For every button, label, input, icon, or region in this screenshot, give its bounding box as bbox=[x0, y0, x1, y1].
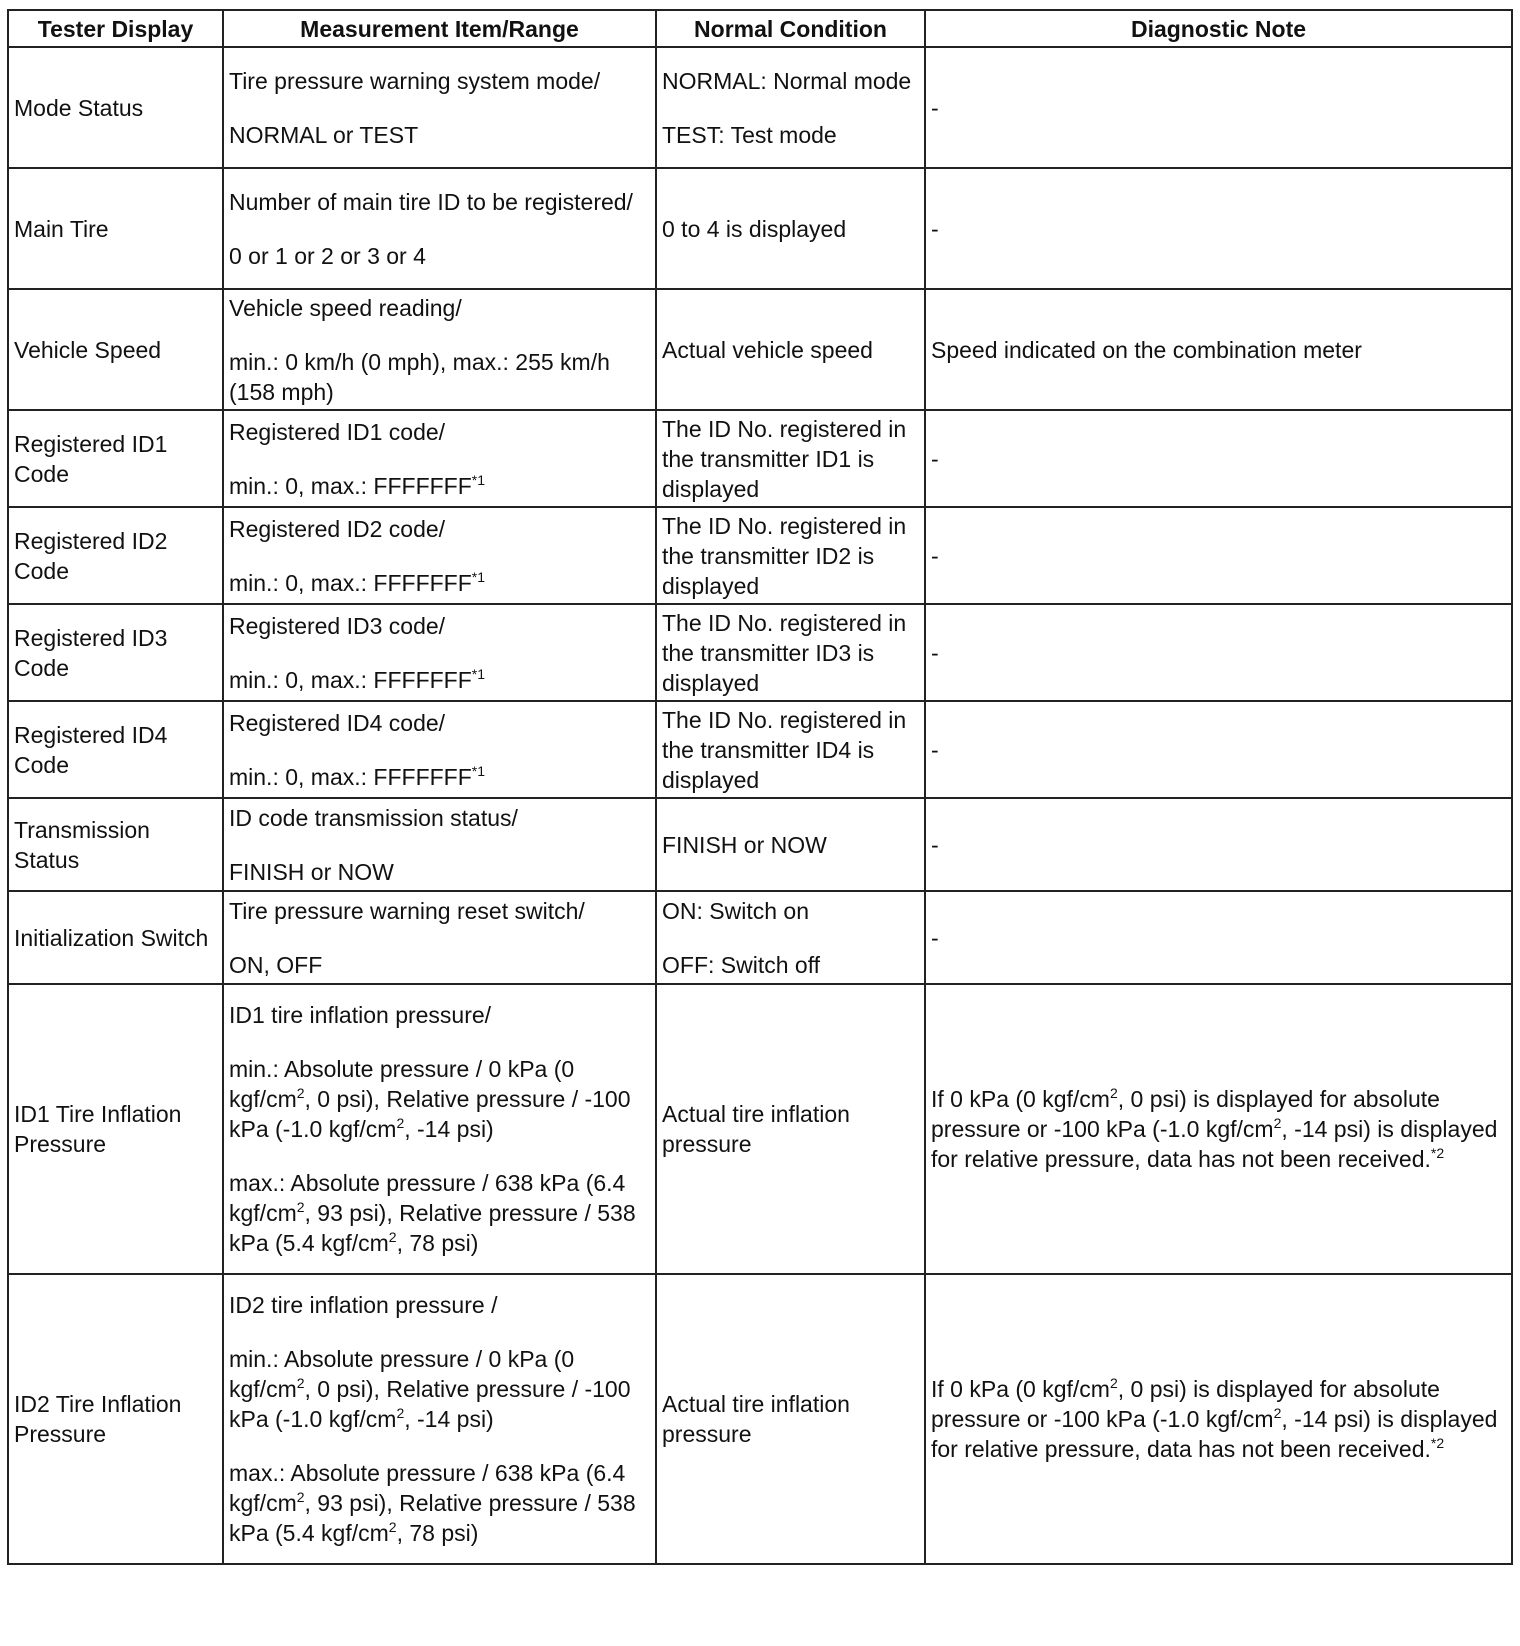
table-row bbox=[8, 47, 1512, 168]
range-text: Registered ID1 code/ bbox=[229, 418, 446, 445]
range-min-text bbox=[229, 1054, 650, 1144]
cell-normal-condition bbox=[656, 891, 925, 984]
cell-tester-display: ID1 Tire Inflation Pressure bbox=[8, 984, 223, 1274]
footnote-mark: *1 bbox=[471, 762, 486, 779]
table-row bbox=[8, 701, 1512, 798]
range-value: min.: 0, max.: FFFFFFF bbox=[229, 763, 472, 790]
table-row bbox=[8, 507, 1512, 604]
cell-diagnostic-note: - bbox=[925, 891, 1512, 984]
normal-text: TEST: Test mode bbox=[662, 121, 837, 148]
range-max-text bbox=[229, 1458, 650, 1548]
range-text bbox=[229, 471, 650, 501]
cell-tester-display: Registered ID4 Code bbox=[8, 701, 223, 798]
range-text: NORMAL or TEST bbox=[229, 121, 419, 148]
cell-normal-condition: Actual tire inflation pressure bbox=[656, 984, 925, 1274]
cell-diagnostic-note: - bbox=[925, 410, 1512, 507]
cell-measurement-range bbox=[223, 47, 656, 168]
normal-text: ON: Switch on bbox=[662, 897, 809, 924]
diagnostic-data-table bbox=[7, 9, 1513, 1565]
range-max-text bbox=[229, 1168, 650, 1258]
text-segment: , 0 psi) is displayed for absolute pressure or -100 kPa (-1.0 kgf/cm bbox=[931, 1376, 1440, 1432]
cell-diagnostic-note bbox=[925, 1274, 1512, 1564]
text-segment: , -14 psi) bbox=[404, 1116, 494, 1142]
cell-tester-display: ID2 Tire Inflation Pressure bbox=[8, 1274, 223, 1564]
cell-normal-condition: Actual tire inflation pressure bbox=[656, 1274, 925, 1564]
range-text: Number of main tire ID to be registered/ bbox=[229, 188, 633, 215]
cell-measurement-range bbox=[223, 289, 656, 410]
superscript: 2 bbox=[296, 1375, 305, 1391]
superscript: 2 bbox=[388, 1229, 397, 1245]
cell-measurement-range bbox=[223, 984, 656, 1274]
footnote-mark: *2 bbox=[1430, 1435, 1445, 1451]
text-segment: max.: Absolute pressure / 638 kPa (6.4 kgf/cm bbox=[229, 1460, 626, 1516]
cell-measurement-range bbox=[223, 410, 656, 507]
range-text: Tire pressure warning system mode/ bbox=[229, 67, 601, 94]
table-row bbox=[8, 984, 1512, 1274]
cell-normal-condition: FINISH or NOW bbox=[656, 798, 925, 891]
superscript: 2 bbox=[1273, 1405, 1282, 1421]
cell-measurement-range bbox=[223, 168, 656, 289]
range-text: min.: 0 km/h (0 mph), max.: 255 km/h (158 mph) bbox=[229, 348, 610, 405]
cell-tester-display: Mode Status bbox=[8, 47, 223, 168]
cell-normal-condition: The ID No. registered in the transmitter ID4 is displayed bbox=[656, 701, 925, 798]
range-min-text bbox=[229, 1344, 650, 1434]
cell-normal-condition: 0 to 4 is displayed bbox=[656, 168, 925, 289]
table-row bbox=[8, 1274, 1512, 1564]
range-text: Registered ID3 code/ bbox=[229, 612, 446, 639]
text-segment: min.: Absolute pressure / 0 kPa (0 kgf/cm bbox=[229, 1056, 575, 1112]
range-text: Registered ID4 code/ bbox=[229, 709, 446, 736]
text-segment: , 0 psi) is displayed for absolute pressure or -100 kPa (-1.0 kgf/cm bbox=[931, 1086, 1440, 1142]
superscript: 2 bbox=[296, 1199, 305, 1215]
range-text bbox=[229, 568, 650, 598]
superscript: 2 bbox=[296, 1489, 305, 1505]
header-normal-condition: Normal Condition bbox=[656, 10, 925, 47]
cell-tester-display: Transmission Status bbox=[8, 798, 223, 891]
superscript: 2 bbox=[388, 1519, 397, 1535]
cell-diagnostic-note: - bbox=[925, 798, 1512, 891]
header-diagnostic-note: Diagnostic Note bbox=[925, 10, 1512, 47]
cell-normal-condition bbox=[656, 47, 925, 168]
text-segment: , -14 psi) bbox=[404, 1406, 494, 1432]
cell-diagnostic-note: - bbox=[925, 168, 1512, 289]
range-value: min.: 0, max.: FFFFFFF bbox=[229, 472, 472, 499]
table-row bbox=[8, 604, 1512, 701]
superscript: 2 bbox=[396, 1405, 405, 1421]
text-segment: , -14 psi) is displayed for relative pressure, data has not been received. bbox=[931, 1116, 1498, 1172]
table-row bbox=[8, 798, 1512, 891]
text-segment: If 0 kPa (0 kgf/cm bbox=[931, 1376, 1110, 1402]
superscript: 2 bbox=[1273, 1115, 1282, 1131]
cell-diagnostic-note: - bbox=[925, 47, 1512, 168]
text-segment: , 93 psi), Relative pressure / 538 kPa (5.4 kgf/cm bbox=[229, 1200, 636, 1256]
table-row bbox=[8, 168, 1512, 289]
normal-text: OFF: Switch off bbox=[662, 951, 821, 978]
range-text: Registered ID2 code/ bbox=[229, 515, 446, 542]
text-segment: , 78 psi) bbox=[396, 1230, 479, 1256]
range-text: ID1 tire inflation pressure/ bbox=[229, 1002, 492, 1028]
footnote-mark: *1 bbox=[471, 665, 486, 682]
cell-measurement-range bbox=[223, 701, 656, 798]
cell-diagnostic-note: - bbox=[925, 701, 1512, 798]
cell-tester-display: Registered ID3 Code bbox=[8, 604, 223, 701]
text-segment: min.: Absolute pressure / 0 kPa (0 kgf/cm bbox=[229, 1346, 575, 1402]
cell-normal-condition: Actual vehicle speed bbox=[656, 289, 925, 410]
range-text: ID2 tire inflation pressure / bbox=[229, 1292, 498, 1318]
superscript: 2 bbox=[1109, 1375, 1118, 1391]
text-segment: max.: Absolute pressure / 638 kPa (6.4 kgf/cm bbox=[229, 1170, 626, 1226]
text-segment: If 0 kPa (0 kgf/cm bbox=[931, 1086, 1110, 1112]
range-text bbox=[229, 762, 650, 792]
cell-measurement-range bbox=[223, 1274, 656, 1564]
table-row bbox=[8, 289, 1512, 410]
cell-measurement-range bbox=[223, 604, 656, 701]
footnote-mark: *1 bbox=[471, 471, 486, 488]
cell-diagnostic-note: Speed indicated on the combination meter bbox=[925, 289, 1512, 410]
text-segment: , 78 psi) bbox=[396, 1520, 479, 1546]
text-segment: , -14 psi) is displayed for relative pressure, data has not been received. bbox=[931, 1406, 1498, 1462]
text-segment: , 0 psi), Relative pressure / -100 kPa (-1.0 kgf/cm bbox=[229, 1376, 631, 1432]
range-text: 0 or 1 or 2 or 3 or 4 bbox=[229, 242, 426, 269]
cell-measurement-range bbox=[223, 507, 656, 604]
range-text bbox=[229, 665, 650, 695]
cell-measurement-range bbox=[223, 891, 656, 984]
cell-diagnostic-note bbox=[925, 984, 1512, 1274]
cell-diagnostic-note: - bbox=[925, 604, 1512, 701]
normal-text: NORMAL: Normal mode bbox=[662, 67, 912, 94]
superscript: 2 bbox=[296, 1085, 305, 1101]
cell-diagnostic-note: - bbox=[925, 507, 1512, 604]
cell-measurement-range bbox=[223, 798, 656, 891]
range-text: FINISH or NOW bbox=[229, 858, 394, 885]
cell-normal-condition: The ID No. registered in the transmitter ID2 is displayed bbox=[656, 507, 925, 604]
range-text: ID code transmission status/ bbox=[229, 804, 518, 831]
cell-tester-display: Main Tire bbox=[8, 168, 223, 289]
header-tester-display: Tester Display bbox=[8, 10, 223, 47]
range-value: min.: 0, max.: FFFFFFF bbox=[229, 666, 472, 693]
cell-tester-display: Registered ID2 Code bbox=[8, 507, 223, 604]
cell-tester-display: Vehicle Speed bbox=[8, 289, 223, 410]
table-row bbox=[8, 410, 1512, 507]
footnote-mark: *1 bbox=[471, 568, 486, 585]
range-value: min.: 0, max.: FFFFFFF bbox=[229, 569, 472, 596]
text-segment: , 93 psi), Relative pressure / 538 kPa (5.4 kgf/cm bbox=[229, 1490, 636, 1546]
superscript: 2 bbox=[1109, 1085, 1118, 1101]
cell-normal-condition: The ID No. registered in the transmitter ID1 is displayed bbox=[656, 410, 925, 507]
range-text: Vehicle speed reading/ bbox=[229, 294, 462, 321]
range-text: ON, OFF bbox=[229, 951, 323, 978]
cell-tester-display: Registered ID1 Code bbox=[8, 410, 223, 507]
header-row bbox=[8, 10, 1512, 47]
range-text: Tire pressure warning reset switch/ bbox=[229, 897, 585, 924]
header-measurement-range: Measurement Item/Range bbox=[223, 10, 656, 47]
cell-normal-condition: The ID No. registered in the transmitter ID3 is displayed bbox=[656, 604, 925, 701]
text-segment: , 0 psi), Relative pressure / -100 kPa (-1.0 kgf/cm bbox=[229, 1086, 631, 1142]
table-row bbox=[8, 891, 1512, 984]
footnote-mark: *2 bbox=[1430, 1145, 1445, 1161]
cell-tester-display: Initialization Switch bbox=[8, 891, 223, 984]
superscript: 2 bbox=[396, 1115, 405, 1131]
